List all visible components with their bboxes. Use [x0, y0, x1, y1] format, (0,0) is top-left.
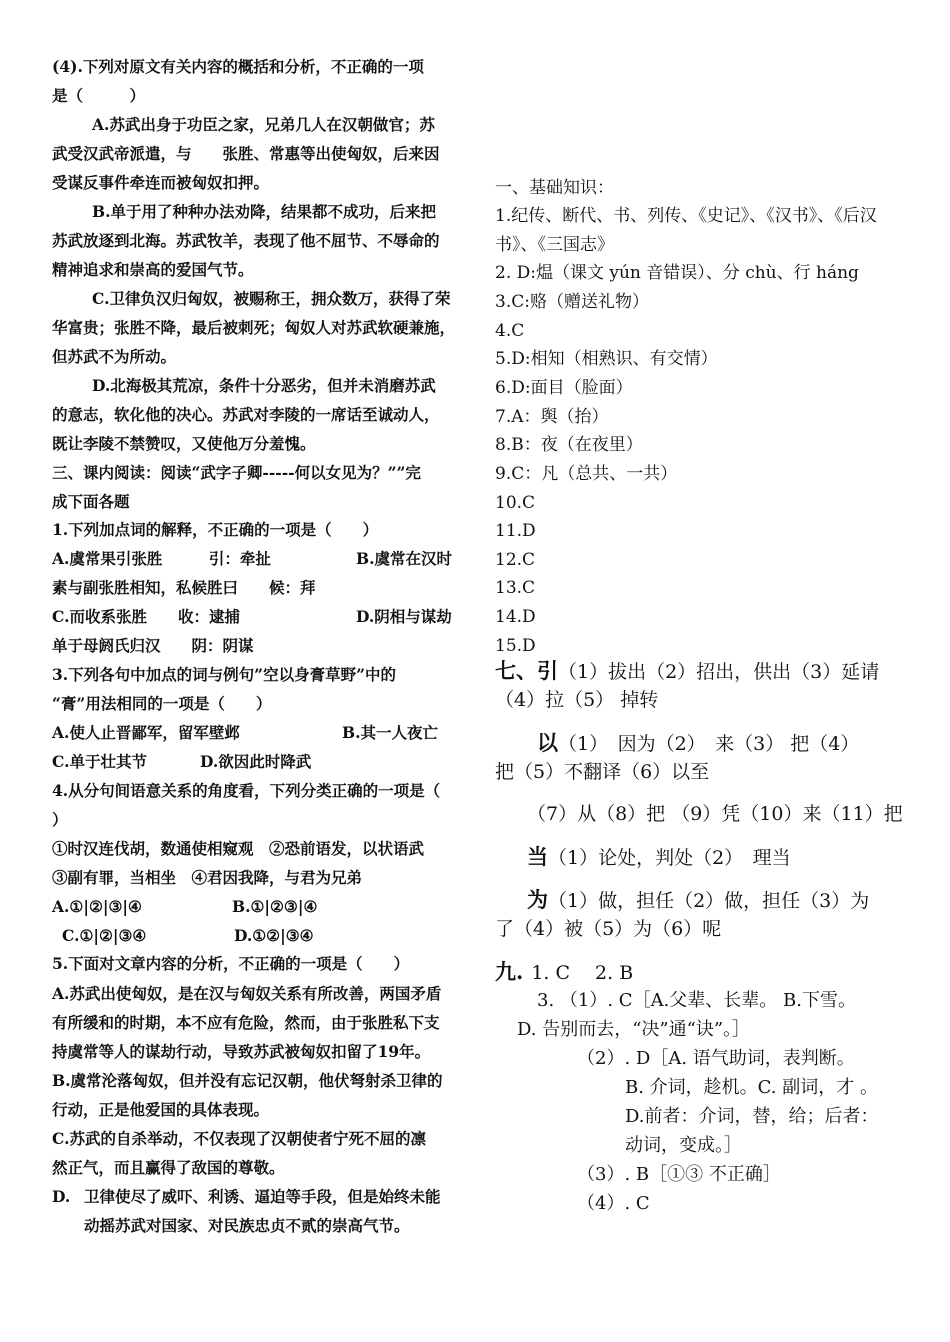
- yi-text: （1） 因为（2） 来（3） 把（4）: [558, 733, 860, 755]
- answer-12: 12.C: [495, 550, 536, 570]
- dang-text: （1）论处，判处（2） 理当: [548, 847, 791, 869]
- q3-stem: 3.下列各句中加点的词与例句”空以身膏草野”中的: [52, 665, 397, 684]
- q4-option-b-line3: 精神追求和崇高的爱国气节。: [52, 260, 254, 279]
- q4-option-c-line2: 华富贵；张胜不降，最后被刺死；匈奴人对苏武软硬兼施，: [52, 318, 456, 337]
- entry-yi: [537, 729, 859, 758]
- section3-heading: 三、课内阅读：阅读“武字子卿-----何以女见为？””完: [52, 463, 421, 482]
- q5-option-c-line2: 然正气，而且赢得了敌国的尊敬。: [52, 1158, 285, 1177]
- q5-option-d: 卫律使尽了威吓、利诱、逼迫等手段，但是始终未能: [84, 1187, 441, 1206]
- answer-9: 9.C：凡（总共、一共）: [495, 464, 678, 484]
- q4b-stem-line2: ）: [52, 810, 68, 829]
- wei-label: 为: [527, 887, 548, 912]
- q4b-option-c: C.①|②|③④: [62, 926, 147, 945]
- answer-14: 14.D: [495, 607, 536, 627]
- section9: [495, 958, 633, 987]
- q4-option-a-line2: 武受汉武帝派遣，与 张胜、常惠等出使匈奴，后来因: [52, 144, 440, 163]
- q4b-sentences-2: ③副有罪，当相坐 ④君因我降，与君为兄弟: [52, 868, 363, 887]
- q1-option-d: D.阴相与谋劫: [356, 607, 452, 626]
- q3-option-d: D.欲因此时降武: [200, 752, 312, 771]
- q4-option-b: B.单于用了种种办法劝降，结果都不成功，后来把: [92, 202, 436, 221]
- q4-option-d-line2: 的意志，软化他的决心。苏武对李陵的一席话至诚动人，: [52, 405, 440, 424]
- q4-prompt-line1: (4).下列对原文有关内容的概括和分析，不正确的一项: [52, 57, 424, 76]
- answer-6: 6.D:面目（脸面）: [495, 378, 633, 398]
- q4-option-a-line3: 受谋反事件牵连而被匈奴扣押。: [52, 173, 270, 192]
- section9-q3-3: （3）. B［①③ 不正确］: [577, 1164, 781, 1185]
- q5-option-d-label: D.: [52, 1187, 71, 1206]
- section9-q3-2-line2: B. 介词，趁机。C. 副词，才 。: [625, 1077, 878, 1098]
- answer-4: 4.C: [495, 321, 525, 341]
- section7-yin: [495, 657, 879, 686]
- yi-text-line3: （7）从（8）把 （9）凭（10）来（11）把: [527, 803, 903, 825]
- section9-label: 九.: [495, 959, 524, 984]
- section9-q3-4: （4）. C: [577, 1193, 650, 1214]
- q4b-option-a: A.①|②|③|④: [52, 897, 142, 916]
- q4-option-a: A.苏武出身于功臣之家，兄弟几人在汉朝做官；苏: [92, 115, 435, 134]
- dang-label: 当: [527, 844, 548, 869]
- q3-option-c: C.单于壮其节: [52, 752, 147, 771]
- q3-option-b: B.其一人夜亡: [342, 723, 438, 742]
- q4b-option-d: D.①②|③④: [234, 926, 314, 945]
- q1-option-b-line2: 素与副张胜相知，私候胜曰 候：拜: [52, 578, 316, 597]
- answer-1: 1.纪传、断代、书、列传、《史记》、《汉书》、《后汉: [495, 206, 877, 226]
- q4-option-d-line3: 既让李陵不禁赞叹，又使他万分羞愧。: [52, 434, 316, 453]
- q4-prompt-line2: 是（ ）: [52, 86, 146, 105]
- q4b-stem: 4.从分句间语意关系的角度看，下列分类正确的一项是（: [52, 781, 441, 800]
- section9-q3-line2: D. 告别而去，“决”通“诀”。］: [517, 1019, 751, 1040]
- q1-option-b: B.虞常在汉时: [356, 549, 452, 568]
- answer-2: 2. D:煴（课文 yún 音错误）、分 chù、行 háng: [495, 263, 859, 283]
- section9-q3: 3. （1）. C［A.父辈、长辈。 B.下雪。: [537, 990, 856, 1011]
- section7-yin-line2: （4）拉（5） 掉转: [495, 689, 659, 711]
- q4-option-b-line2: 苏武放逐到北海。苏武牧羊，表现了他不屈节、不辱命的: [52, 231, 440, 250]
- yi-text-line2: 把（5）不翻译（6）以至: [495, 761, 710, 783]
- q5-option-d-line2: 动摇苏武对国家、对民族忠贞不贰的崇高气节。: [84, 1216, 410, 1235]
- answer-15: 15.D: [495, 636, 536, 656]
- section9-text: 1. C 2. B: [531, 962, 634, 984]
- q5-option-a-line3: 持虞常等人的谋劫行动，导致苏武被匈奴扣留了19年。: [52, 1042, 431, 1061]
- q4b-sentences-1: ①时汉连伐胡，数通使相窥观 ②恐前语发，以状语武: [52, 839, 425, 858]
- q5-option-c: C.苏武的自杀举动，不仅表现了汉朝使者宁死不屈的凛: [52, 1129, 426, 1148]
- answer-5: 5.D:相知（相熟识、有交情）: [495, 349, 718, 369]
- answer-10: 10.C: [495, 493, 536, 513]
- section7-text: （1）拔出（2）招出，供出（3）延请: [558, 661, 880, 683]
- q5-option-a: A.苏武出使匈奴，是在汉与匈奴关系有所改善，两国矛盾: [52, 984, 442, 1003]
- q3-option-a: A.使人止晋鄙军，留军壁邺: [52, 723, 240, 742]
- answer-7: 7.A：舆（抬）: [495, 407, 609, 427]
- answer-3: 3.C:赂（赠送礼物）: [495, 292, 649, 312]
- wei-text-line2: 了（4）被（5）为（6）呢: [495, 918, 722, 940]
- q3-stem-line2: “膏”用法相同的一项是（ ）: [52, 694, 272, 713]
- entry-dang: [527, 843, 791, 872]
- section9-q3-2-line4: 动词，变成。］: [625, 1135, 742, 1156]
- yi-label: 以: [537, 730, 558, 755]
- answers-title: 一、基础知识：: [495, 178, 614, 198]
- entry-wei: [527, 886, 869, 915]
- q5-option-b-line2: 行动，正是他爱国的具体表现。: [52, 1100, 270, 1119]
- section7-label: 七、引: [495, 658, 558, 683]
- section3-heading-line2: 成下面各题: [52, 492, 130, 511]
- q5-option-b: B.虞常沦落匈奴，但并没有忘记汉朝，他伏弩射杀卫律的: [52, 1071, 443, 1090]
- q5-stem: 5.下面对文章内容的分析，不正确的一项是（ ）: [52, 954, 410, 973]
- answer-11: 11.D: [495, 521, 536, 541]
- answer-1-line2: 书》、《三国志》: [495, 235, 614, 255]
- q5-option-a-line2: 有所缓和的时期，本不应有危险，然而，由于张胜私下支: [52, 1013, 440, 1032]
- answer-13: 13.C: [495, 578, 536, 598]
- q1-stem: 1.下列加点词的解释，不正确的一项是（ ）: [52, 520, 379, 539]
- section9-q3-2-line3: D.前者：介词，替，给；后者：: [625, 1106, 879, 1127]
- answer-8: 8.B：夜（在夜里）: [495, 435, 643, 455]
- q1-option-a: A.虞常果引张胜 引：牵扯: [52, 549, 271, 568]
- q4-option-d: D.北海极其荒凉，条件十分恶劣，但并未消磨苏武: [92, 376, 436, 395]
- q4-option-c: C.卫律负汉归匈奴，被赐称王，拥众数万，获得了荣: [92, 289, 451, 308]
- section9-q3-2: （2）. D［A. 语气助词，表判断。: [577, 1048, 855, 1069]
- q4-option-c-line3: 但苏武不为所动。: [52, 347, 177, 366]
- wei-text: （1）做，担任（2）做，担任（3）为: [548, 890, 870, 912]
- q1-option-c: C.而收系张胜 收：逮捕: [52, 607, 240, 626]
- q1-option-d-line2: 单于母阏氏归汉 阴：阴谋: [52, 636, 254, 655]
- q4b-option-b: B.①|②③|④: [232, 897, 318, 916]
